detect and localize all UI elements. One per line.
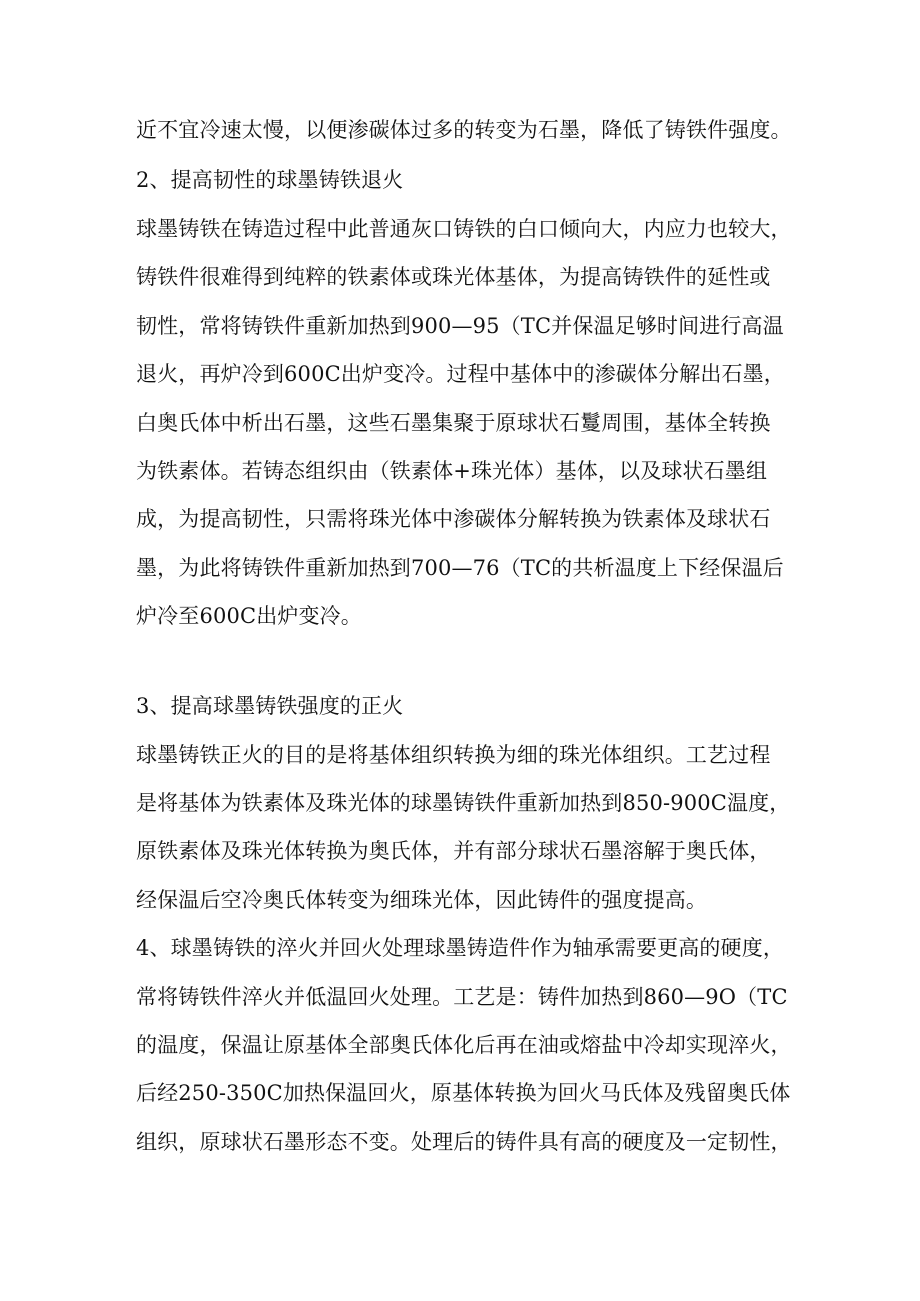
text-line: 球墨铸铁正火的目的是将基体组织转换为细的珠光体组织。工艺过程: [136, 743, 771, 767]
text-line: 白奥氏体中析出石墨，这些石墨集聚于原球状石鬘周围，基体全转换: [136, 411, 771, 435]
text-line: 近不宜冷速太慢，以便渗碳体过多的转变为石墨，降低了铸铁件强度。: [136, 118, 792, 142]
text-line: 的温度，保温让原基体全部奥氏体化后再在油或熔盐中冷却实现淬火，: [136, 1033, 792, 1057]
section-heading: 3、提高球墨铸铁强度的正火: [136, 694, 404, 718]
text-line: 退火，再炉冷到600C出炉变冷。过程中基体中的渗碳体分解出石墨，: [136, 362, 785, 386]
text-line: 经保温后空冷奥氏体转变为细珠光体，因此铸件的强度提高。: [136, 888, 708, 912]
text-line: 原铁素体及珠光体转换为奥氏体，并有部分球状石墨溶解于奥氏体，: [136, 839, 771, 863]
text-line: 为铁素体。若铸态组织由（铁素体+珠光体）基体，以及球状石墨组: [136, 459, 768, 483]
text-line: 后经250-350C加热保温回火，原基体转换为回火马氏体及残留奥氏体: [136, 1081, 791, 1105]
text-line: 韧性，常将铸铁件重新加热到900—95（TC并保温足够时间进行高温: [136, 314, 784, 338]
text-line: 墨，为此将铸铁件重新加热到700—76（TC的共析温度上下经保温后: [136, 556, 784, 580]
section-heading: 2、提高韧性的球墨铸铁退火: [136, 168, 404, 192]
text-line: 组织，原球状石墨形态不变。处理后的铸件具有高的硬度及一定韧性，: [136, 1130, 792, 1154]
text-line: 4、球墨铸铁的淬火并回火处理球墨铸造件作为轴承需要更高的硬度，: [136, 936, 785, 960]
text-line: 炉冷至600C出炉变冷。: [136, 604, 362, 628]
text-line: 是将基体为铁素体及珠光体的球墨铸铁件重新加热到850-900C温度，: [136, 791, 791, 815]
text-line: 铸铁件很难得到纯粹的铁素体或珠光体基体，为提高铸铁件的延性或: [136, 265, 771, 289]
text-line: 球墨铸铁在铸造过程中此普通灰口铸铁的白口倾向大，内应力也较大，: [136, 217, 792, 241]
text-line: 常将铸铁件淬火并低温回火处理。工艺是：铸件加热到860—9O（TC: [136, 985, 788, 1009]
text-line: 成，为提高韧性，只需将珠光体中渗碳体分解转换为铁素体及球状石: [136, 507, 771, 531]
